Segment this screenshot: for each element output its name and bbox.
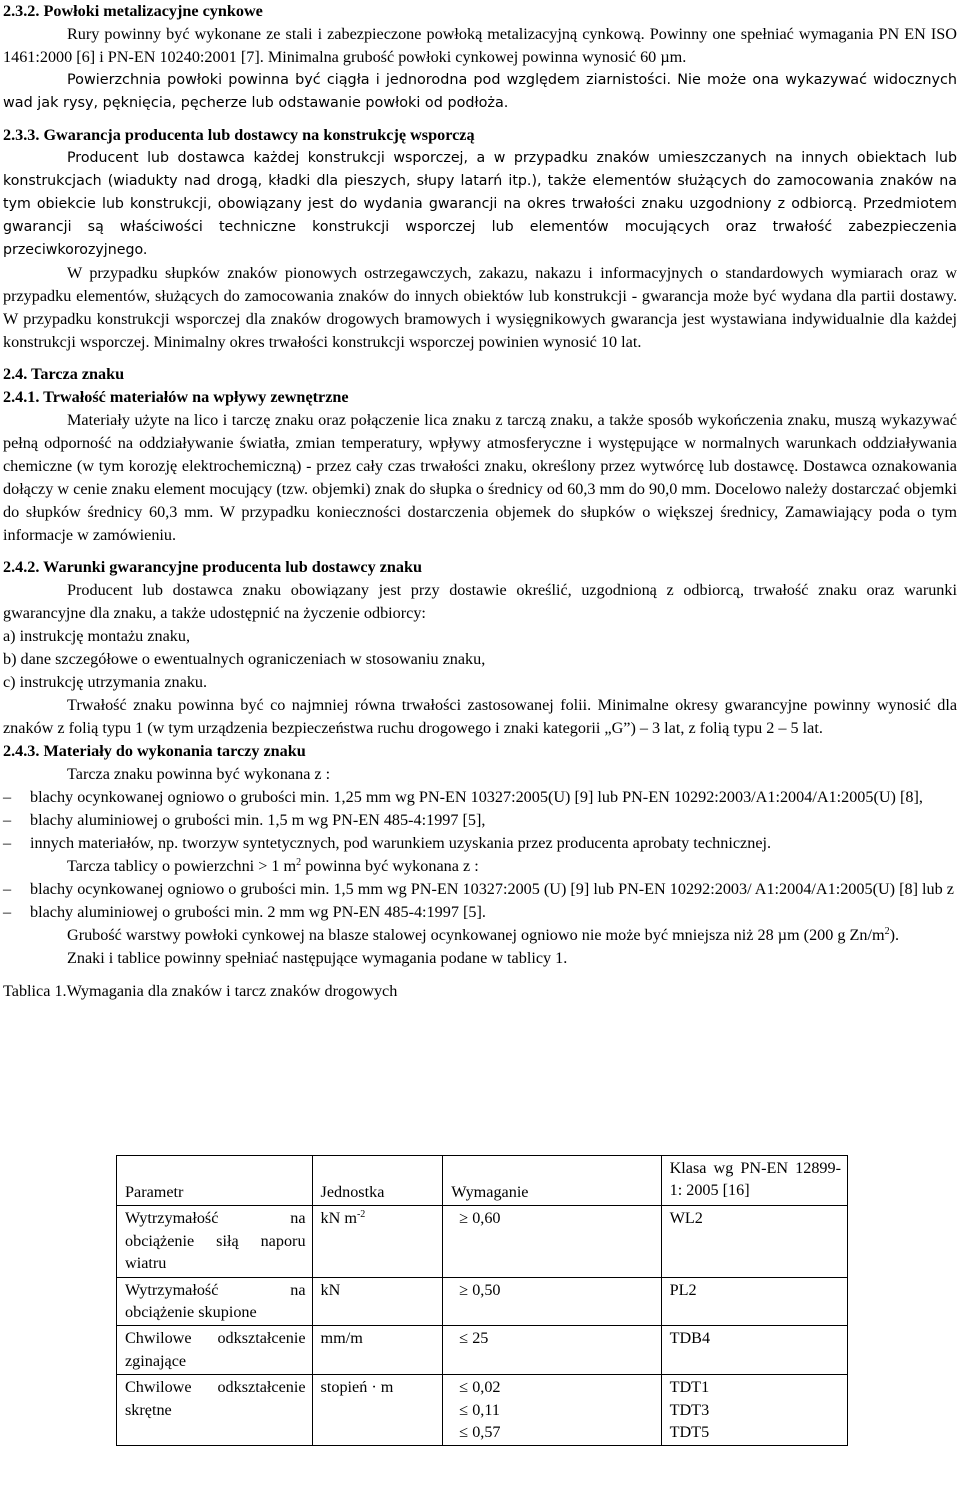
requirement-value: ≤ 0,57 [459, 1423, 501, 1442]
requirement-value: ≤ 0,02 [459, 1378, 501, 1397]
paragraph-zinc-coating: Rury powinny być wykonane ze stali i zabezpieczone powłoką metalizacyjną cynkową. Powinny one spełniać wymagania PN EN ISO 1461:2000 [6] i PN-EN 10240:2001 [7]. Minimalna grubość powłoki cynkowej powinna wynosić 60 µm. [3, 25, 957, 66]
unit-cell: kN $m^{-2}$ [312, 1206, 443, 1277]
class-cell [661, 1326, 847, 1375]
heading-2-4: 2.4. Tarcza znaku [3, 365, 125, 383]
table-row [117, 1277, 848, 1326]
list-item: b) dane szczegółowe o ewentualnych ograniczeniach w stosowaniu znaku, [3, 650, 486, 668]
parameter-cell: Wytrzymałość na obciążenie siłą naporu wiatru [117, 1206, 313, 1277]
parameter-cell: Chwilowe odkształcenie zginające [117, 1326, 313, 1375]
requirement-value: ≤ 25 [459, 1329, 489, 1348]
dash-marker: – [3, 903, 12, 921]
heading-2-4-2: 2.4.2. Warunki gwarancyjne producenta lub dostawcy znaku [3, 558, 422, 576]
dash-list-item: – blachy ocynkowanej ogniowo o grubości min. 1,5 mm wg PN-EN 10327:2005 (U) [9] lub PN-EN 10292:2003/ A1:2004/A1:2005(U) [8] lub z [3, 878, 957, 901]
requirement-cell [443, 1326, 661, 1375]
paragraph-coating-thickness: Grubość warstwy powłoki cynkowej na blasze stalowej ocynkowanej ogniowo nie może być mniejsza niż 28 µm (200 g $Zn/m^2$). [67, 926, 900, 944]
header-cell: Parametr [117, 1156, 313, 1206]
dash-list-item: – blachy aluminiowej o grubości min. 2 mm wg PN-EN 485-4:1997 [5]. [3, 901, 957, 924]
paragraph-board-intro: Tarcza tablicy o powierzchni > 1 $m^2$ powinna być wykonana z : [67, 857, 479, 875]
paragraph-sign-warranty: Producent lub dostawca znaku obowiązany jest przy dostawie określić, uzgodnioną z odbiorcą, trwałość znaku oraz warunki gwarancyjne dla znaku, a także udostępnić na życzenie odbiorcy: [3, 581, 957, 622]
dash-marker: – [3, 811, 12, 829]
class-value: WL2 [669, 1209, 703, 1228]
table-header-row [117, 1156, 848, 1206]
header-cell: Klasa wg PN-EN 12899-1: 2005 [16] [661, 1156, 847, 1206]
heading-2-3-3: 2.3.3. Gwarancja producenta lub dostawcy na konstrukcję wsporczą [3, 126, 475, 144]
requirement-cell [443, 1277, 661, 1326]
parameter-cell: Wytrzymałość na obciążenie skupione [117, 1277, 313, 1326]
requirements-table [116, 1155, 848, 1446]
list-item: a) instrukcję montażu znaku, [3, 627, 190, 645]
paragraph-plate-intro: Tarcza znaku powinna być wykonana z : [67, 765, 331, 783]
class-value: TDB4 [669, 1329, 711, 1348]
unit-cell: kN [312, 1277, 443, 1326]
paragraph-support-warranty: Producent lub dostawca każdej konstrukcji wsporczej, a w przypadku znaków umieszczanych na innych obiektach lub konstrukcjach (wiadukty nad drogą, kładki dla pieszych, słupy latarń itp.), także elementów służących do zamocowania znaków na tym obiekcie lub konstrukcji, obowiązany jest do wydania gwarancji na okres trwałości znaku uzgodniony z odbiorcą. Przedmiotem gwarancji są właściwości techniczne konstrukcji wsporczej lub elementów mocujących oraz trwałość zabezpieczenia przeciwkorozyjnego. [3, 150, 957, 258]
list-item: c) instrukcję utrzymania znaku. [3, 673, 208, 691]
class-cell [661, 1277, 847, 1326]
paragraph-coating-surface: Powierzchnia powłoki powinna być ciągła i jednorodna pod względem ziarnistości. Nie może ona wykazywać widocznych wad jak rysy, pęknięcia, pęcherze lub odstawanie powłoki od podłoża. [3, 72, 957, 111]
heading-2-3-2: 2.3.2. Powłoki metalizacyjne cynkowe [3, 2, 263, 20]
heading-2-4-1: 2.4.1. Trwałość materiałów na wpływy zewnętrzne [3, 388, 349, 406]
dash-list-item: – innych materiałów, np. tworzyw syntetycznych, pod warunkiem uzyskania przez producenta aprobaty technicznej. [3, 832, 957, 855]
unit-cell: stopień · m [312, 1375, 443, 1446]
requirement-value: ≥ 0,50 [459, 1280, 501, 1299]
dash-marker: – [3, 788, 12, 806]
header-cell: Wymaganie [443, 1156, 661, 1206]
paragraph-warranty-periods: Trwałość znaku powinna być co najmniej równa trwałości zastosowanej folii. Minimalne okresy gwarancyjne powinny wynosić dla znaków z folią typu 1 (w tym urządzenia bezpieczeństwa ruchu drogowego i znaki kategorii „G”) – 3 lat, z folią typu 2 – 5 lat. [3, 696, 957, 737]
paragraph-post-warranty: W przypadku słupków znaków pionowych ostrzegawczych, zakazu, nakazu i informacyjnych o standardowych wymiarach oraz w przypadku elementów, służących do zamocowania znaków do innych obiektów lub konstrukcji - gwarancja może być wydana dla partii dostawy. W przypadku konstrukcji wsporczej dla znaków drogowych bramowych i wysięgnikowych gwarancja jest wystawiana indywidualnie dla każdej konstrukcji wsporczej. Minimalny okres trwałości konstrukcji wsporczej powinien wynosić 10 lat. [3, 264, 957, 351]
table-row [117, 1206, 848, 1277]
class-value: PL2 [669, 1280, 697, 1299]
table-row [117, 1375, 848, 1446]
class-cell [661, 1206, 847, 1277]
parameter-cell: Chwilowe odkształcenie skrętne [117, 1375, 313, 1446]
table-row [117, 1326, 848, 1375]
class-value: TDT5 [669, 1423, 710, 1442]
dash-list-item: – blachy aluminiowej o grubości min. 1,5 m wg PN-EN 485-4:1997 [5], [3, 809, 957, 832]
table-caption: Tablica 1.Wymagania dla znaków i tarcz znaków drogowych [3, 982, 398, 1000]
class-value: TDT1 [669, 1378, 710, 1397]
dash-marker: – [3, 880, 12, 898]
dash-list-item: – blachy ocynkowanej ogniowo o grubości min. 1,25 mm wg PN-EN 10327:2005(U) [9] lub PN-EN 10292:2003/A1:2004/A1:2005(U) [8], [3, 786, 957, 809]
class-cell [661, 1375, 847, 1446]
heading-2-4-3: 2.4.3. Materiały do wykonania tarczy znaku [3, 742, 306, 760]
requirement-value: ≤ 0,11 [459, 1400, 500, 1419]
dash-marker: – [3, 834, 12, 852]
header-cell: Jednostka [312, 1156, 443, 1206]
class-value: TDT3 [669, 1400, 710, 1419]
paragraph-table-reference: Znaki i tablice powinny spełniać następujące wymagania podane w tablicy 1. [67, 949, 568, 967]
document-page [3, 0, 957, 1003]
requirement-value: ≥ 0,60 [459, 1209, 501, 1228]
requirement-cell [443, 1206, 661, 1277]
paragraph-material-durability: Materiały użyte na lico i tarczę znaku oraz połączenie lica znaku z tarczą znaku, a także sposób wykończenia znaku, muszą wykazywać pełną odporność na oddziaływanie światła, zmian temperatury, wpływy atmosferyczne i występujące w normalnych warunkach oddziaływania chemiczne (w tym korozję elektrochemiczną) - przez cały czas trwałości znaku, określony przez wytwórcę lub dostawcę. Dostawca oznakowania dołączy w cenie znaku element mocujący (tzw. objemki) znak do słupka o średnicy od 60,3 mm do 90,0 mm. Docelowo należy dostarczać objemki do słupków średnicy 60,3 mm. W przypadku konieczności dostarczenia objemek do słupków o większej średnicy, Zamawiający poda o tym informacje w zamówieniu. [3, 411, 957, 544]
unit-cell: mm/m [312, 1326, 443, 1375]
requirement-cell [443, 1375, 661, 1446]
